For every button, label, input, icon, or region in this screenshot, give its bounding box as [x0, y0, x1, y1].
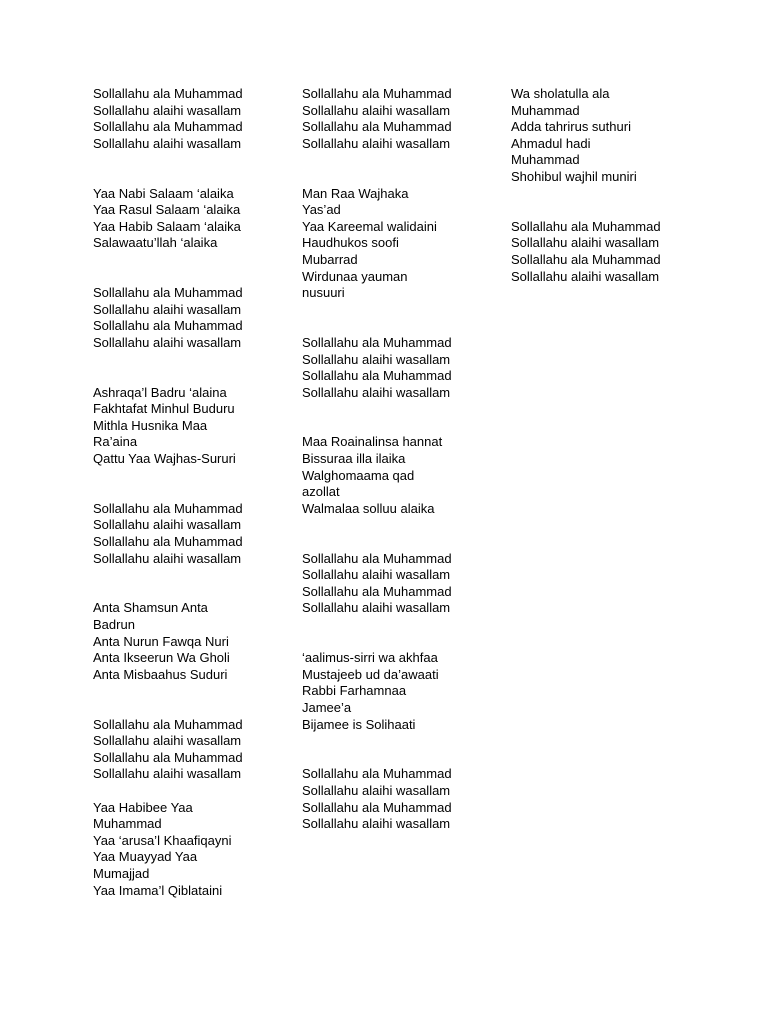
blank-line	[93, 484, 268, 501]
text-line: Yaa Kareemal walidaini	[302, 218, 437, 234]
text-line: Sollallahu alaihi wasallam	[302, 384, 451, 400]
text-column-3	[511, 86, 686, 285]
text-line: Shohibul wajhil muniri	[511, 168, 637, 184]
text-line: Yaa Muayyad Yaa	[93, 849, 198, 865]
text-line: Wa sholatulla ala	[511, 86, 610, 101]
text-line: Sollallahu alaihi wasallam	[511, 268, 660, 284]
text-line: Sollallahu alaihi wasallam	[93, 517, 242, 533]
text-line: Sollallahu ala Muhammad	[511, 218, 661, 234]
text-line: Yaa Rasul Salaam ‘alaika	[93, 202, 241, 218]
text-line: Yaa Nabi Salaam ‘alaika	[93, 185, 234, 201]
blank-line	[93, 584, 268, 601]
blank-line	[93, 352, 268, 369]
blank-line	[93, 169, 268, 186]
text-line: Sollallahu ala Muhammad	[93, 500, 243, 516]
text-line: Bissuraa illa ilaika	[302, 451, 406, 467]
text-column-2	[302, 86, 477, 833]
blank-line	[302, 517, 477, 534]
text-line: Jamee’a	[302, 699, 352, 715]
blank-line	[93, 567, 268, 584]
blank-line	[302, 534, 477, 551]
text-line: Sollallahu ala Muhammad	[93, 285, 243, 301]
text-line: Sollallahu alaihi wasallam	[511, 235, 660, 251]
text-line: Sollallahu ala Muhammad	[302, 766, 452, 782]
text-line: Mubarrad	[302, 251, 358, 267]
text-line: Sollallahu alaihi wasallam	[302, 351, 451, 367]
text-line: Sollallahu alaihi wasallam	[302, 782, 451, 798]
text-line: Sollallahu ala Muhammad	[93, 119, 243, 135]
text-line: Sollallahu alaihi wasallam	[93, 733, 242, 749]
text-line: Sollallahu ala Muhammad	[93, 534, 243, 550]
text-line: Sollallahu alaihi wasallam	[302, 600, 451, 616]
text-line: ‘aalimus-sirri wa akhfaa	[302, 650, 438, 666]
text-line: Wirdunaa yauman	[302, 268, 408, 284]
text-line: Sollallahu ala Muhammad	[302, 334, 452, 350]
blank-line	[302, 318, 477, 335]
blank-line	[511, 202, 686, 219]
text-line: Sollallahu ala Muhammad	[511, 251, 661, 267]
text-line: Walghomaama qad	[302, 467, 415, 483]
text-line: Sollallahu ala Muhammad	[302, 86, 452, 101]
text-line: Mithla Husnika Maa	[93, 417, 208, 433]
text-line: azollat	[302, 484, 340, 500]
blank-line	[302, 401, 477, 418]
text-line: Sollallahu alaihi wasallam	[302, 135, 451, 151]
text-line: Sollallahu alaihi wasallam	[302, 102, 451, 118]
text-line: Sollallahu ala Muhammad	[302, 119, 452, 135]
text-line: Ra’aina	[93, 434, 138, 450]
text-line: Sollallahu alaihi wasallam	[93, 301, 242, 317]
text-line: Muhammad	[93, 816, 162, 832]
text-line: Yas’ad	[302, 202, 341, 218]
text-line: Maa Roainalinsa hannat	[302, 434, 443, 450]
blank-line	[302, 617, 477, 634]
text-line: Sollallahu alaihi wasallam	[93, 766, 242, 782]
blank-line	[302, 418, 477, 435]
blank-line	[93, 252, 268, 269]
text-line: Ahmadul hadi	[511, 135, 591, 151]
blank-line	[302, 634, 477, 651]
text-line: Qattu Yaa Wajhas-Sururi	[93, 451, 236, 467]
text-line: Fakhtafat Minhul Buduru	[93, 401, 235, 417]
text-line: Sollallahu alaihi wasallam	[93, 334, 242, 350]
text-line: Badrun	[93, 617, 135, 632]
text-line: Yaa Habib Salaam ‘alaika	[93, 218, 241, 234]
text-line: Sollallahu alaihi wasallam	[302, 816, 451, 832]
blank-line	[93, 152, 268, 169]
text-line: Rabbi Farhamnaa	[302, 683, 407, 699]
text-line: Mumajjad	[93, 865, 150, 881]
text-line: Haudhukos soofi	[302, 235, 399, 251]
text-line: Sollallahu ala Muhammad	[302, 550, 452, 566]
blank-line	[511, 186, 686, 203]
text-line: Mustajeeb ud da’awaati	[302, 666, 439, 682]
text-line: Yaa Imama’l Qiblataini	[93, 882, 223, 898]
text-line: Sollallahu alaihi wasallam	[302, 567, 451, 583]
text-line: Yaa Habibee Yaa	[93, 799, 193, 815]
text-line: Sollallahu ala Muhammad	[302, 583, 452, 599]
blank-line	[302, 169, 477, 186]
blank-line	[302, 302, 477, 319]
text-line: Sollallahu ala Muhammad	[93, 86, 243, 101]
blank-line	[302, 750, 477, 767]
text-line: Ashraqa’l Badru ‘alaina	[93, 384, 227, 400]
blank-line	[93, 683, 268, 700]
text-line: nusuuri	[302, 285, 345, 301]
text-column-1	[93, 86, 268, 899]
blank-line	[302, 152, 477, 169]
text-line: Sollallahu alaihi wasallam	[93, 550, 242, 566]
blank-line	[93, 368, 268, 385]
text-line: Anta Nurun Fawqa Nuri	[93, 633, 229, 649]
text-line: Sollallahu ala Muhammad	[93, 716, 243, 732]
text-line: Sollallahu ala Muhammad	[302, 368, 452, 384]
blank-line	[302, 733, 477, 750]
text-line: Anta Misbaahus Suduri	[93, 666, 228, 682]
blank-line	[93, 783, 268, 800]
text-line: Sollallahu alaihi wasallam	[93, 135, 242, 151]
text-line: Salawaatu’llah ‘alaika	[93, 235, 218, 251]
blank-line	[93, 468, 268, 485]
text-line: Man Raa Wajhaka	[302, 185, 409, 201]
text-line: Anta Ikseerun Wa Gholi	[93, 650, 230, 666]
text-line: Muhammad	[511, 152, 580, 168]
text-line: Yaa ‘arusa’l Khaafiqayni	[93, 832, 232, 848]
text-line: Sollallahu ala Muhammad	[302, 799, 452, 815]
blank-line	[93, 700, 268, 717]
text-line: Sollallahu alaihi wasallam	[93, 102, 242, 118]
text-line: Muhammad	[511, 102, 580, 118]
blank-line	[93, 269, 268, 286]
text-line: Adda tahrirus suthuri	[511, 119, 631, 135]
text-line: Bijamee is Solihaati	[302, 716, 416, 732]
text-line: Sollallahu ala Muhammad	[93, 749, 243, 765]
text-line: Anta Shamsun Anta	[93, 600, 208, 616]
text-line: Walmalaa solluu alaika	[302, 500, 435, 516]
text-line: Sollallahu ala Muhammad	[93, 318, 243, 334]
